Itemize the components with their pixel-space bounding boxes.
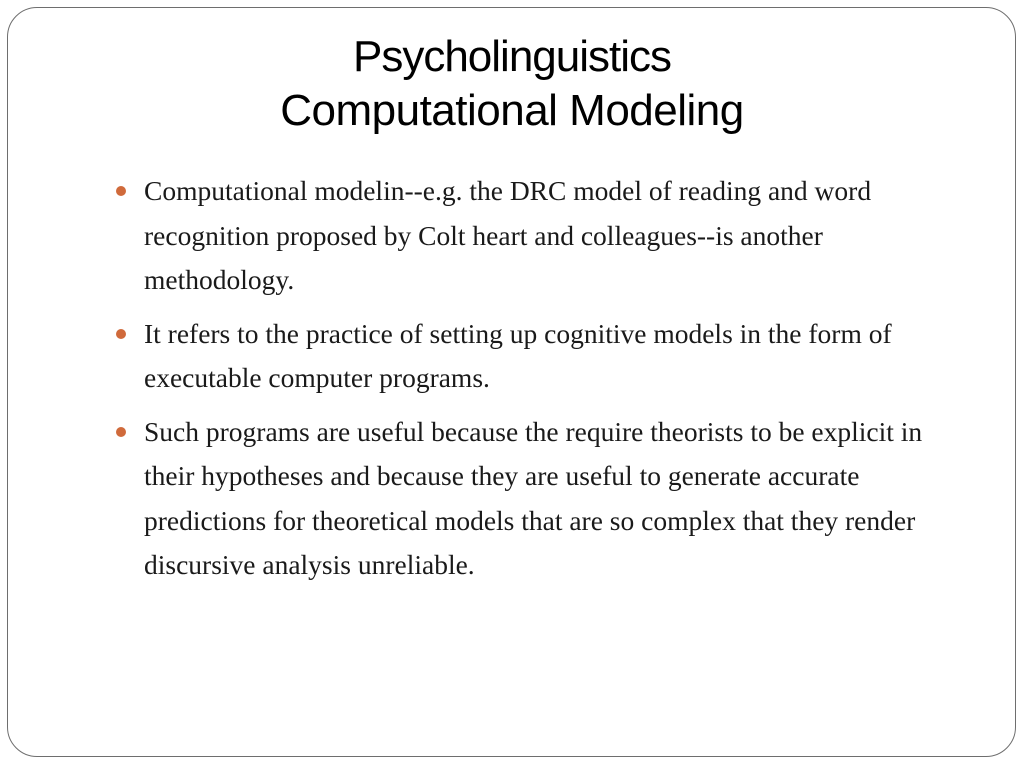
bullet-dot-icon: [116, 186, 126, 196]
bullet-list: [114, 169, 964, 597]
bullet-dot-icon: [116, 427, 126, 437]
title-line-1: Psycholinguistics: [352, 32, 672, 81]
slide-title: [80, 30, 944, 138]
bullet-text: Such programs are useful because the require theorists to be explicit in their hypotheses and because they are useful to generate accurate predictions for theoretical models that are so complex that they render discursive analysis unreliable.: [144, 415, 923, 580]
bullet-item: [114, 410, 964, 588]
bullet-item: [114, 169, 964, 303]
bullet-text: Computational modelin--e.g. the DRC model of reading and word recognition proposed by Colt heart and colleagues--is another methodology.: [144, 175, 872, 295]
bullet-dot-icon: [116, 329, 126, 339]
title-line-2: Computational Modeling: [280, 86, 744, 135]
bullet-item: [114, 312, 964, 401]
bullet-text: It refers to the practice of setting up cognitive models in the form of executable computer programs.: [144, 317, 892, 393]
